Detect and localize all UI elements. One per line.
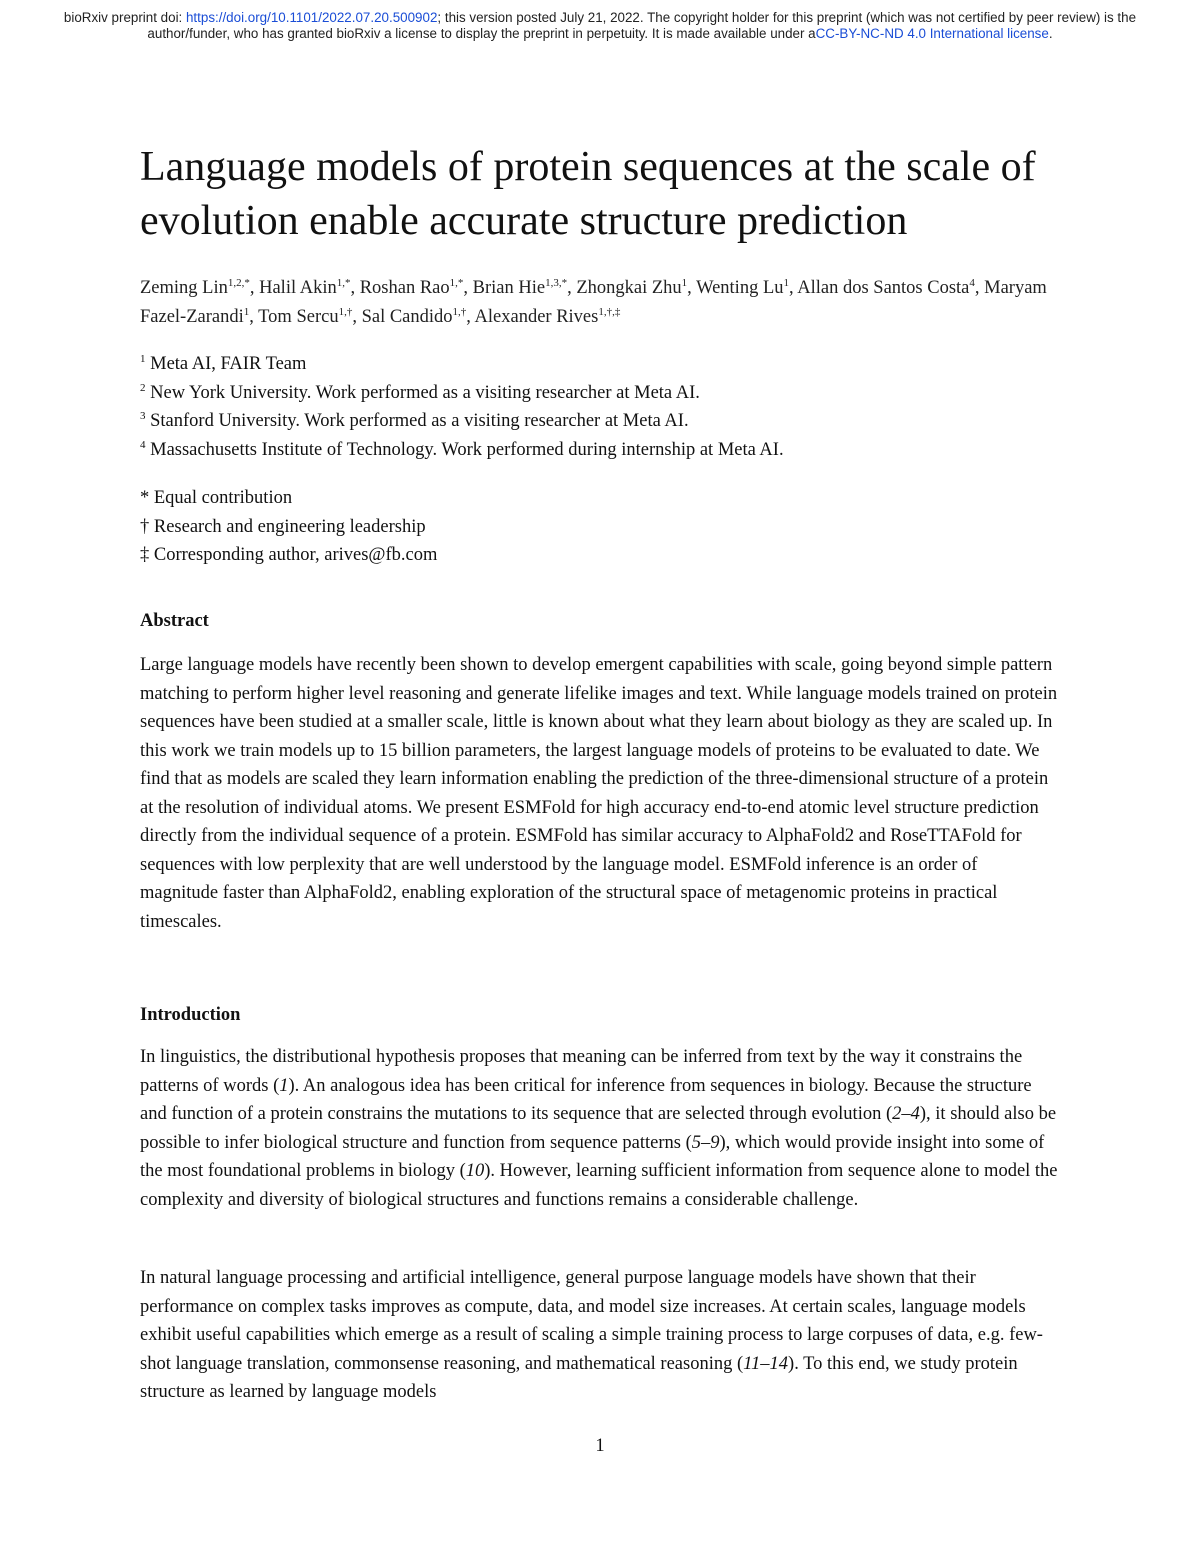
preprint-banner xyxy=(60,10,1140,41)
paragraph-text: ), it should also be possible to infer biological structure and function from sequence patterns ( xyxy=(140,1104,1057,1153)
author-affiliation-marker: 1 xyxy=(243,305,250,318)
citation: 10 xyxy=(465,1161,485,1181)
author-affiliation-marker: 1,* xyxy=(449,276,464,289)
note-equal-contribution: * Equal contribution xyxy=(140,488,293,508)
author-affiliation-marker: 4 xyxy=(969,276,975,289)
affiliation-item xyxy=(140,407,1070,436)
banner-text: ; this version posted July 21, 2022. The copyright holder for this preprint (which was not certified by peer review) is the author/funder, who has granted bioRxiv a license to display the preprint in perpetuity. It is made available under a xyxy=(147,10,1137,41)
citation: 1 xyxy=(279,1075,289,1096)
paper-title: Language models of protein sequences at the scale of evolution enable accurate structure prediction xyxy=(140,144,1036,244)
author-affiliation-marker: 1 xyxy=(681,276,688,289)
author-list: Zeming Lin$^{1,2,*}$, Halil Akin$^{1,*}$, Roshan Rao$^{1,*}$, Brian Hie$^{1,3,*}$, Zhongkai Zhu$^1$, Wenting Lu$^1$, Allan dos Santos Costa$^4$, Maryam Fazel-Zarandi$^1$, Tom Sercu$^{1,\dagger}$, Sal Candido$^{1,\dagger}$, Alexander Rives$^{1,\dagger,\ddagger}$ xyxy=(140,276,1047,327)
author-name: Roshan Rao xyxy=(359,278,450,298)
introduction-paragraph-2 xyxy=(140,1264,1060,1407)
page-number: 1 xyxy=(595,1436,605,1456)
banner-text: bioRxiv preprint doi: xyxy=(63,10,186,25)
author-name: Zhongkai Zhu xyxy=(576,278,682,298)
affiliation-number: 2 xyxy=(140,381,146,394)
abstract-text: Large language models have recently been shown to develop emergent capabilities with scale, going beyond simple pattern matching to perform higher level reasoning and generate lifelike images and text. While language models trained on protein sequences have been studied at a smaller scale, little is known about what they learn about biology as they are scaled up. In this work we train models up to 15 billion parameters, the largest language models of proteins to be evaluated to date. We find that as models are scaled they learn information enabling the prediction of the three-dimensional structure of a protein at the resolution of individual atoms. We present ESMFold for high accuracy end-to-end atomic level structure prediction directly from the individual sequence of a protein. ESMFold has similar accuracy to AlphaFold2 and RoseTTAFold for sequences with low perplexity that are well understood by the language model. ESMFold inference is an order of magnitude faster than AlphaFold2, enabling exploration of the structural space of metagenomic proteins in practical timescales. xyxy=(140,655,1058,932)
abstract-heading: Abstract xyxy=(140,611,209,631)
affiliation-text: Meta AI, FAIR Team xyxy=(145,354,307,374)
affiliations xyxy=(140,350,1070,464)
paragraph-text: ). However, learning sufficient information from sequence alone to model the complexity and diversity of biological structures and functions remains a considerable challenge. xyxy=(140,1161,1058,1210)
citation: 5–9 xyxy=(691,1132,720,1153)
affiliation-text: New York University. Work performed as a visiting researcher at Meta AI. xyxy=(145,382,700,403)
author-name: Maryam Fazel-Zarandi xyxy=(140,278,1047,327)
affiliation-number: 4 xyxy=(140,438,146,451)
author-name: Alexander Rives xyxy=(474,307,599,327)
introduction-heading: Introduction xyxy=(140,1005,241,1025)
note-corresponding-author: ‡ Corresponding author, arives@fb.com xyxy=(140,545,438,565)
author-affiliation-marker: 1 xyxy=(783,276,789,289)
affiliation-item xyxy=(140,436,1070,465)
author-affiliation-marker: 1,3,* xyxy=(545,276,568,289)
doi-link[interactable]: https://doi.org/10.1101/2022.07.20.500902 xyxy=(185,10,438,25)
author-notes xyxy=(140,484,1070,570)
author-name: Tom Sercu xyxy=(258,307,339,327)
citation: 11–14 xyxy=(743,1353,789,1374)
author-affiliation-marker: 1,* xyxy=(336,276,351,289)
affiliation-item xyxy=(140,379,1070,408)
author-name: Brian Hie xyxy=(472,278,546,298)
note-leadership: † Research and engineering leadership xyxy=(140,516,426,537)
author-name: Halil Akin xyxy=(259,278,337,298)
license-link[interactable]: CC-BY-NC-ND 4.0 International license xyxy=(815,25,1049,41)
author-affiliation-marker: 1,† xyxy=(452,305,467,318)
author-name: Allan dos Santos Costa xyxy=(797,278,970,298)
affiliation-number: 3 xyxy=(140,409,146,422)
affiliation-text: Stanford University. Work performed as a visiting researcher at Meta AI. xyxy=(145,411,689,431)
introduction-paragraph-1 xyxy=(140,1043,1060,1214)
author-affiliation-marker: 1,† xyxy=(338,305,353,318)
paragraph-text: In linguistics, the distributional hypothesis proposes that meaning can be inferred from text by the way it constrains the patterns of words ( xyxy=(140,1047,1023,1096)
author-name: Wenting Lu xyxy=(696,278,784,298)
affiliation-text: Massachusetts Institute of Technology. Work performed during internship at Meta AI. xyxy=(145,439,784,460)
affiliation-number: 1 xyxy=(140,352,146,365)
author-name: Sal Candido xyxy=(361,307,453,327)
paragraph-text: ). An analogous idea has been critical for inference from sequences in biology. Because the structure and function of a protein constrains the mutations to its sequence that are selected through evolution ( xyxy=(140,1075,1032,1124)
author-affiliation-marker: 1,†,‡ xyxy=(598,305,621,318)
author-name: Zeming Lin xyxy=(140,278,228,298)
banner-text: . xyxy=(1048,25,1053,41)
author-affiliation-marker: 1,2,* xyxy=(227,276,250,289)
paragraph-text: In natural language processing and artificial intelligence, general purpose language models have shown that their performance on complex tasks improves as compute, data, and model size increases. At certain scales, language models exhibit useful capabilities which emerge as a result of scaling a simple training process to large corpuses of data, e.g. few-shot language translation, commonsense reasoning, and mathematical reasoning ( xyxy=(140,1268,1043,1374)
paragraph-text: ). To this end, we study protein structure as learned by language models xyxy=(140,1353,1018,1402)
citation: 2–4 xyxy=(892,1104,920,1124)
paragraph-text: ), which would provide insight into some of the most foundational problems in biology ( xyxy=(140,1132,1045,1181)
affiliation-item xyxy=(140,350,1070,379)
